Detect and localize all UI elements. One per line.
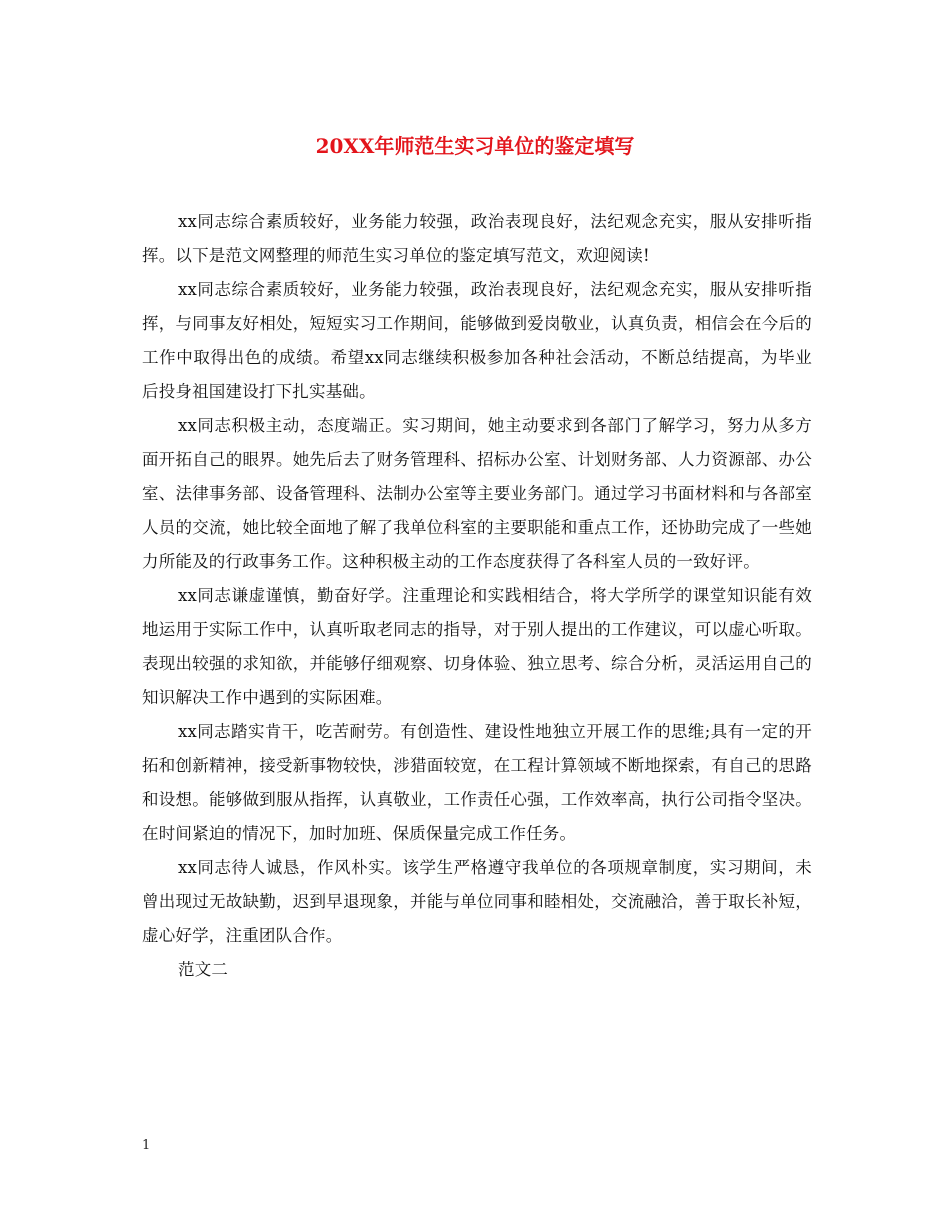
paragraph-appraisal-5: xx同志待人诚恳，作风朴实。该学生严格遵守我单位的各项规章制度，实习期间，未曾出现过无故缺勤，迟到早退现象，并能与单位同事和睦相处，交流融洽，善于取长补短，虚心好学，注重团队合作。 (142, 858, 812, 945)
document-title: 20XX年师范生实习单位的鉴定填写 (315, 134, 635, 158)
paragraph-intro: xx同志综合素质较好，业务能力较强，政治表现良好，法纪观念充实，服从安排听指挥。以下是范文网整理的师范生实习单位的鉴定填写范文，欢迎阅读! (142, 212, 812, 265)
paragraph-appraisal-1: xx同志综合素质较好，业务能力较强，政治表现良好，法纪观念充实，服从安排听指挥，与同事友好相处，短短实习工作期间，能够做到爱岗敬业，认真负责，相信会在今后的工作中取得出色的成绩。希望xx同志继续积极参加各种社会活动，不断总结提高，为毕业后投身祖国建设打下扎实基础。 (142, 280, 812, 401)
paragraph-appraisal-2: xx同志积极主动，态度端正。实习期间，她主动要求到各部门了解学习，努力从多方面开拓自己的眼界。她先后去了财务管理科、招标办公室、计划财务部、人力资源部、办公室、法律事务部、设备管理科、法制办公室等主要业务部门。通过学习书面材料和与各部室人员的交流，她比较全面地了解了我单位科室的主要职能和重点工作，还协助完成了一些她力所能及的行政事务工作。这种积极主动的工作态度获得了各科室人员的一致好评。 (142, 416, 812, 571)
document-body (142, 205, 812, 987)
paragraph-appraisal-3: xx同志谦虚谨慎，勤奋好学。注重理论和实践相结合，将大学所学的课堂知识能有效地运用于实际工作中，认真听取老同志的指导，对于别人提出的工作建议，可以虚心听取。表现出较强的求知欲，并能够仔细观察、切身体验、独立思考、综合分析，灵活运用自己的知识解决工作中遇到的实际困难。 (142, 586, 812, 707)
paragraph-appraisal-4: xx同志踏实肯干，吃苦耐劳。有创造性、建设性地独立开展工作的思维;具有一定的开拓和创新精神，接受新事物较快，涉猎面较宽，在工程计算领域不断地探索，有自己的思路和设想。能够做到服从指挥，认真敬业，工作责任心强，工作效率高，执行公司指令坚决。在时间紧迫的情况下，加时加班、保质保量完成工作任务。 (142, 722, 812, 843)
page-number: 1 (142, 1138, 151, 1153)
paragraph-sample-two-heading: 范文二 (178, 960, 229, 979)
